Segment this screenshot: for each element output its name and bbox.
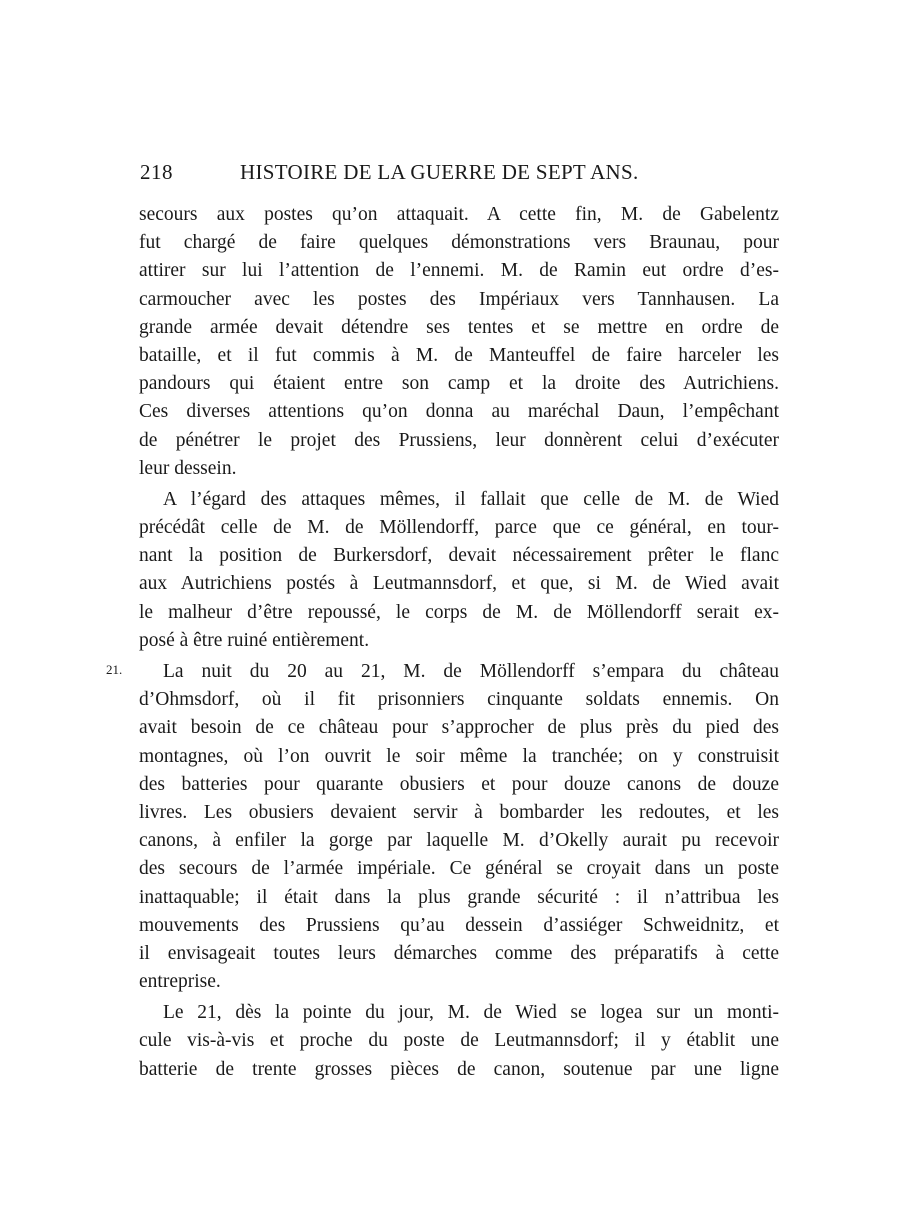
paragraph (139, 999, 779, 1084)
text-line: des batteries pour quarante obusiers et pour douze canons de douze (139, 773, 779, 795)
text-line: canons, à enfiler la gorge par laquelle M. d’Okelly aurait pu recevoir (139, 830, 779, 852)
text-line: leur dessein. (139, 457, 237, 479)
text-line: aux Autrichiens postés à Leutmannsdorf, et que, si M. de Wied avait (139, 573, 779, 595)
text-line: Ces diverses attentions qu’on donna au maréchal Daun, l’empêchant (139, 401, 779, 423)
text-line: secours aux postes qu’on attaquait. A cette fin, M. de Gabelentz (139, 204, 779, 225)
text-line: Le 21, dès la pointe du jour, M. de Wied se logea sur un monti- (163, 1002, 779, 1024)
body-text (106, 201, 779, 1084)
paragraph (106, 658, 779, 996)
margin-note: 21. (106, 662, 123, 677)
text-line: cule vis-à-vis et proche du poste de Leutmannsdorf; il y établit une (139, 1030, 779, 1052)
text-line: d’Ohmsdorf, où il fit prisonniers cinquante soldats ennemis. On (139, 689, 779, 711)
running-title: HISTOIRE DE LA GUERRE DE SEPT ANS. (240, 160, 639, 184)
text-line: de pénétrer le projet des Prussiens, leur donnèrent celui d’exécuter (139, 429, 779, 451)
text-line: posé à être ruiné entièrement. (139, 629, 370, 651)
text-line: carmoucher avec les postes des Impériaux vers Tannhausen. La (139, 288, 779, 310)
text-line: précédât celle de M. de Möllendorff, parce que ce général, en tour- (139, 517, 779, 539)
text-line: pandours qui étaient entre son camp et la droite des Autrichiens. (139, 373, 779, 395)
text-line: livres. Les obusiers devaient servir à bombarder les redoutes, et les (139, 801, 779, 823)
page-number: 218 (140, 160, 173, 184)
text-line: fut chargé de faire quelques démonstrations vers Braunau, pour (139, 232, 779, 254)
text-line: bataille, et il fut commis à M. de Manteuffel de faire harceler les (139, 344, 779, 366)
text-line: montagnes, où l’on ouvrit le soir même la tranchée; on y construisit (139, 745, 779, 767)
text-line: le malheur d’être repoussé, le corps de M. de Möllendorff serait ex- (139, 601, 779, 623)
page-header (140, 160, 780, 192)
text-line: entreprise. (139, 971, 221, 993)
text-line: attirer sur lui l’attention de l’ennemi. M. de Ramin eut ordre d’es- (139, 260, 779, 282)
text-line: avait besoin de ce château pour s’approcher de plus près du pied des (139, 717, 779, 739)
text-line: La nuit du 20 au 21, M. de Möllendorff s’empara du château (163, 661, 779, 682)
text-line: batterie de trente grosses pièces de canon, soutenue par une ligne (139, 1058, 779, 1080)
text-line: des secours de l’armée impériale. Ce général se croyait dans un poste (139, 858, 779, 880)
text-line: il envisageait toutes leurs démarches comme des préparatifs à cette (139, 942, 779, 964)
text-line: nant la position de Burkersdorf, devait nécessairement prêter le flanc (139, 545, 779, 567)
text-line: inattaquable; il était dans la plus grande sécurité : il n’attribua les (139, 886, 779, 908)
text-line: A l’égard des attaques mêmes, il fallait que celle de M. de Wied (163, 488, 779, 510)
paragraph (139, 201, 779, 483)
text-line: mouvements des Prussiens qu’au dessein d’assiéger Schweidnitz, et (139, 914, 779, 936)
paragraph (139, 486, 779, 655)
text-line: grande armée devait détendre ses tentes et se mettre en ordre de (139, 316, 779, 338)
